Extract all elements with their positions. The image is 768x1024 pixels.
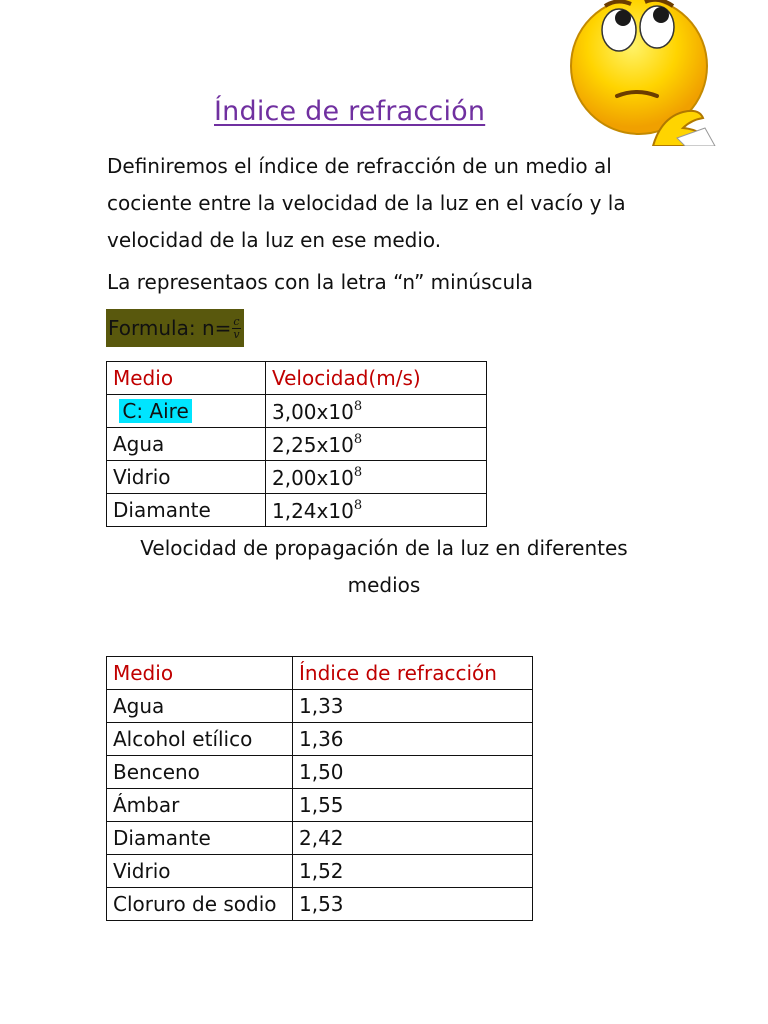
formula-numerator: c bbox=[233, 314, 240, 328]
table-row bbox=[107, 822, 533, 855]
header-velocidad: Velocidad(m/s) bbox=[266, 362, 487, 395]
cell-medio: Alcohol etílico bbox=[107, 723, 293, 756]
table-row bbox=[107, 461, 487, 494]
cell-velocidad: $1,24x10^8$ bbox=[266, 494, 487, 527]
header-indice: Índice de refracción bbox=[293, 657, 533, 690]
cell-indice: 1,36 bbox=[293, 723, 533, 756]
representation-text: La representaos con la letra “n” minúscula bbox=[107, 270, 533, 294]
cell-medio: Diamante bbox=[107, 822, 293, 855]
formula-denominator: v bbox=[233, 327, 240, 341]
cell-medio: Agua bbox=[107, 428, 266, 461]
table-caption: Velocidad de propagación de la luz en diferentes medios bbox=[140, 536, 628, 597]
cell-indice: 1,52 bbox=[293, 855, 533, 888]
table-row bbox=[107, 395, 487, 428]
cell-medio: Cloruro de sodio bbox=[107, 888, 293, 921]
cell-medio: Benceno bbox=[107, 756, 293, 789]
cell-velocidad: $2,00x10^8$ bbox=[266, 461, 487, 494]
cell-indice: 1,50 bbox=[293, 756, 533, 789]
velocity-table bbox=[106, 361, 487, 527]
table-row bbox=[107, 494, 487, 527]
table-header-row bbox=[107, 362, 487, 395]
cell-medio: Agua bbox=[107, 690, 293, 723]
header-medio: Medio bbox=[107, 657, 293, 690]
cell-indice: 2,42 bbox=[293, 822, 533, 855]
table-row bbox=[107, 789, 533, 822]
page-title: Índice de refracción bbox=[214, 96, 486, 127]
cell-medio bbox=[107, 395, 266, 428]
cell-indice: 1,55 bbox=[293, 789, 533, 822]
refraction-index-table bbox=[106, 656, 533, 921]
cell-indice: 1,33 bbox=[293, 690, 533, 723]
table-row bbox=[107, 855, 533, 888]
cell-medio: Diamante bbox=[107, 494, 266, 527]
cell-velocidad: $2,25x10^8$ bbox=[266, 428, 487, 461]
formula-box bbox=[106, 309, 244, 347]
table-row bbox=[107, 723, 533, 756]
cell-velocidad: $3,00x10^8$ bbox=[266, 395, 487, 428]
table-row bbox=[107, 756, 533, 789]
highlighted-medio: C: Aire bbox=[119, 399, 191, 423]
table-header-row bbox=[107, 657, 533, 690]
table-row bbox=[107, 888, 533, 921]
cell-indice: 1,53 bbox=[293, 888, 533, 921]
cell-medio: Vidrio bbox=[107, 461, 266, 494]
formula-fraction bbox=[232, 316, 240, 341]
table-row bbox=[107, 428, 487, 461]
thinking-face-icon bbox=[565, 0, 741, 146]
definition-paragraph: Definiremos el índice de refracción de un medio al cociente entre la velocidad de la luz en el vacío y la velocidad de la luz en ese medio. bbox=[107, 154, 626, 252]
header-medio: Medio bbox=[107, 362, 266, 395]
table-row bbox=[107, 690, 533, 723]
cell-medio: Ámbar bbox=[107, 789, 293, 822]
cell-medio: Vidrio bbox=[107, 855, 293, 888]
formula-label: Formula: n= bbox=[108, 316, 232, 340]
